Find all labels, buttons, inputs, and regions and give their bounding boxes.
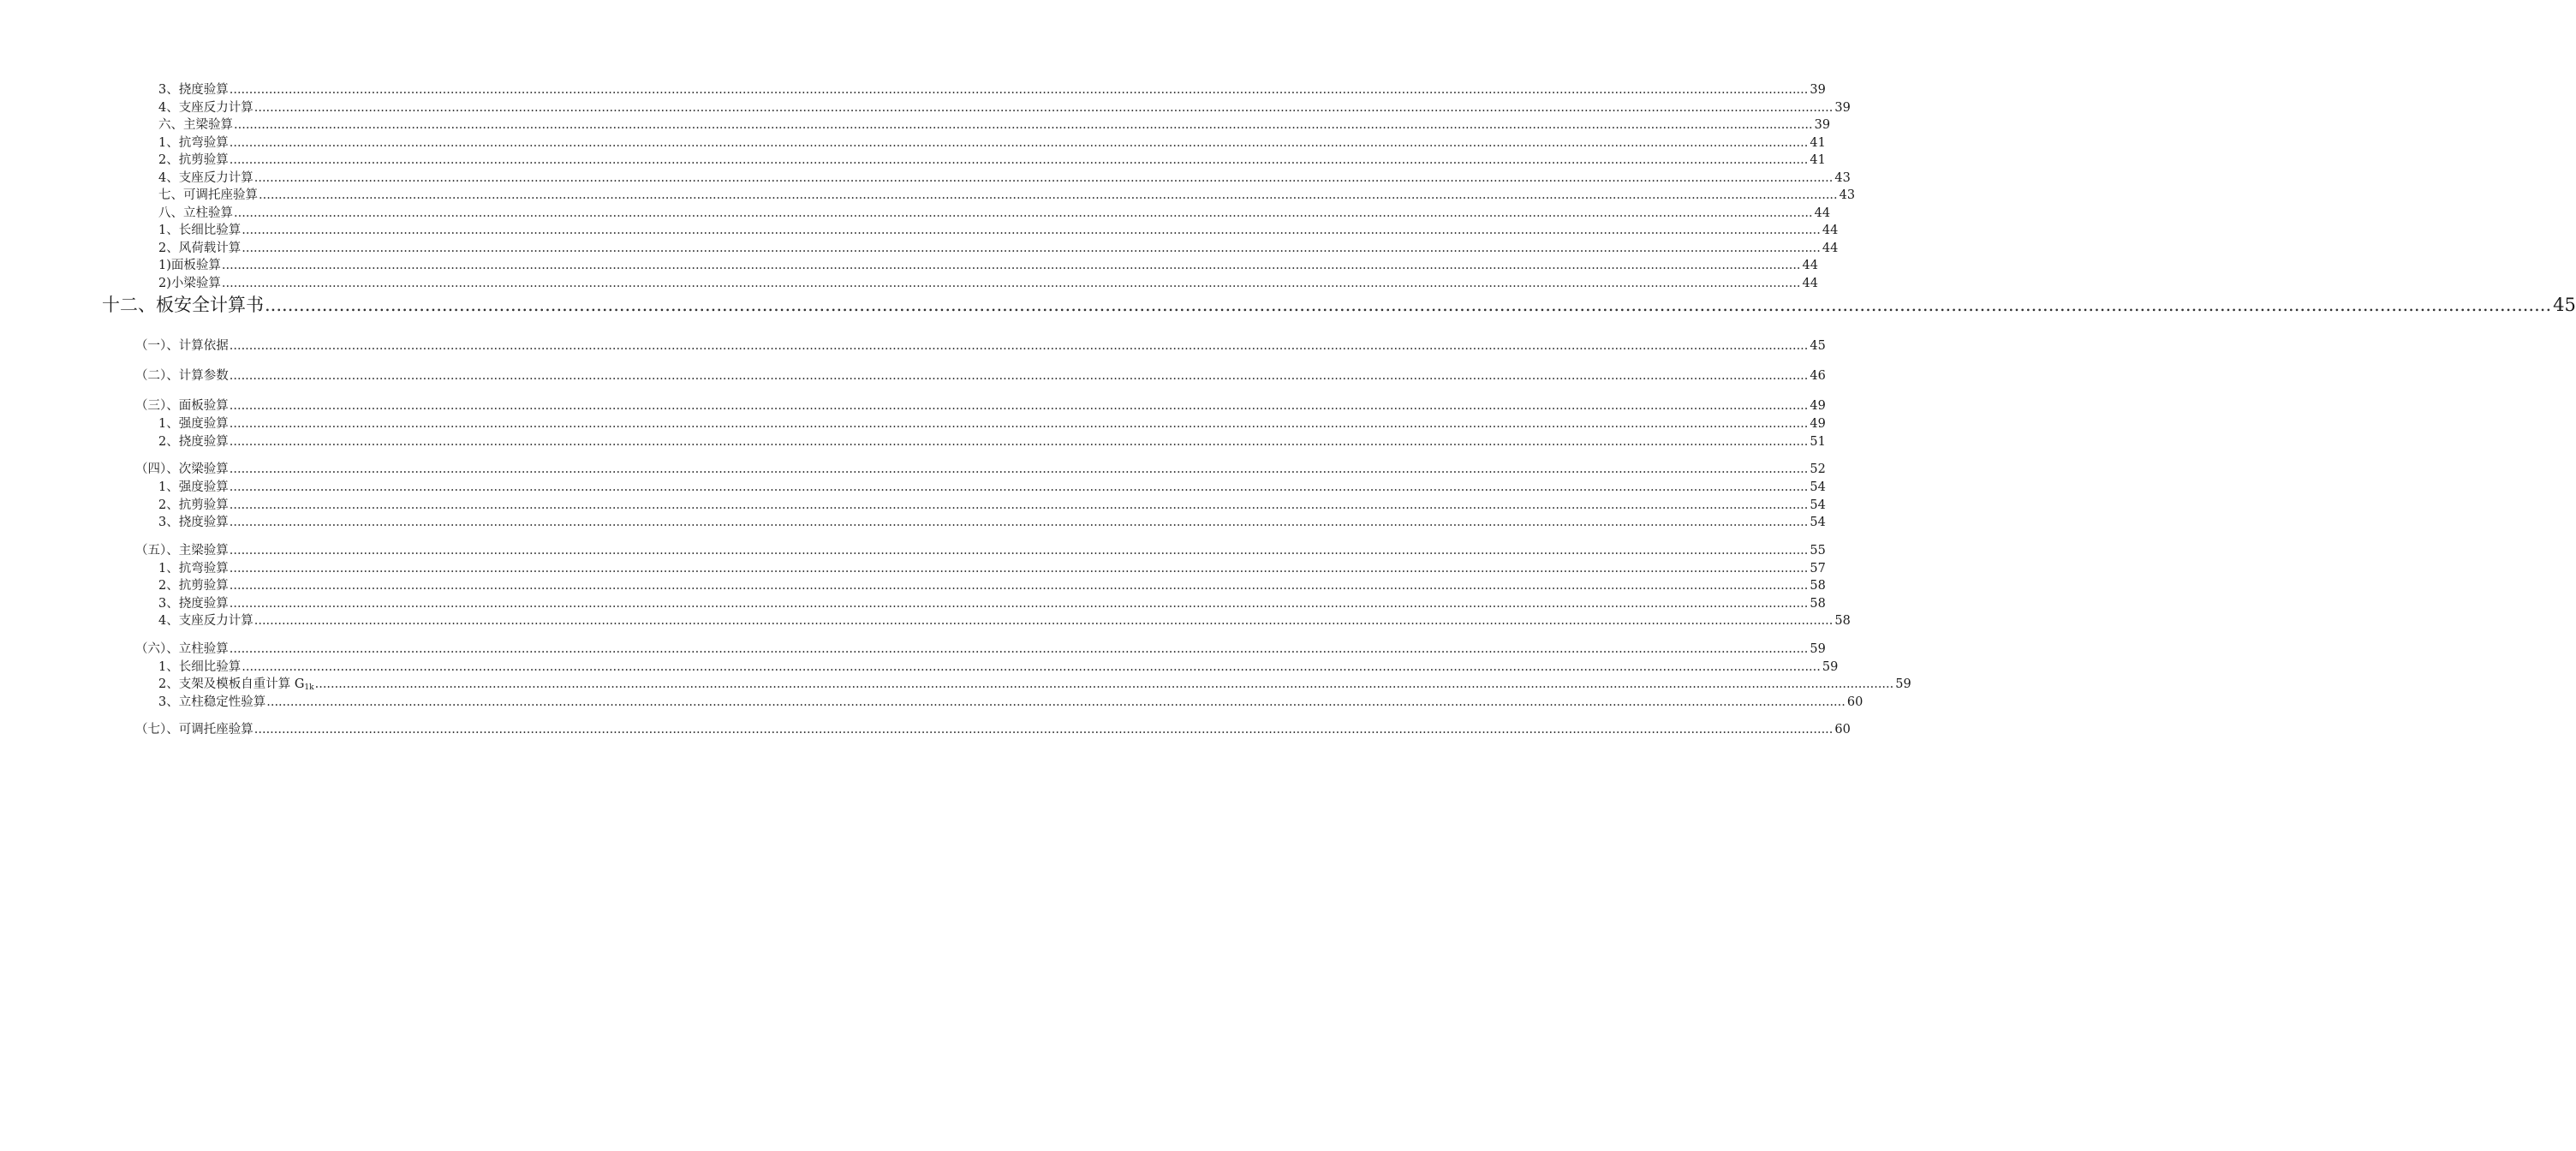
toc-item-label: 七、可调托座验算 bbox=[158, 187, 259, 205]
toc-section-label: （五）、主梁验算 bbox=[135, 541, 230, 560]
toc-item[interactable] bbox=[158, 116, 1831, 134]
toc-item-label: 1、强度验算 bbox=[158, 415, 230, 433]
toc-page-number: 45 bbox=[2551, 292, 2576, 318]
toc-leader: ................................................................................................................................................................................................................................................................................................................................................................................................................ bbox=[229, 480, 1809, 494]
toc-page-number: 39 bbox=[1813, 116, 1830, 134]
toc-page-number: 39 bbox=[1808, 81, 1825, 99]
toc-item[interactable] bbox=[158, 560, 1826, 578]
toc-leader: ................................................................................................................................................................................................................................................................................................................................................................................................................ bbox=[229, 641, 1809, 656]
toc-item[interactable] bbox=[158, 240, 1839, 258]
toc-item-label: 4、支座反力计算 bbox=[158, 612, 254, 630]
toc-page-number: 44 bbox=[1821, 222, 1838, 240]
toc-page-number: 55 bbox=[1808, 541, 1825, 560]
toc-item[interactable] bbox=[158, 99, 1851, 117]
toc-section[interactable] bbox=[135, 337, 1826, 355]
toc-leader: ................................................................................................................................................................................................................................................................................................................................................................................................................ bbox=[242, 224, 1821, 237]
toc-item[interactable] bbox=[158, 415, 1826, 433]
toc-page-number: 43 bbox=[1833, 170, 1850, 188]
toc-item-label: 1、长细比验算 bbox=[158, 222, 242, 240]
toc-item[interactable] bbox=[158, 275, 1818, 293]
toc-leader: ................................................................................................................................................................................................................................................................................................................................................................................................................ bbox=[266, 695, 1846, 709]
toc-item[interactable] bbox=[158, 187, 1856, 205]
toc-leader: ................................................................................................................................................................................................................................................................................................................................................................................................................ bbox=[242, 241, 1821, 255]
toc-item[interactable] bbox=[158, 479, 1826, 497]
toc-item-label: 2、抗剪验算 bbox=[158, 577, 230, 595]
toc-item-label: 3、挠度验算 bbox=[158, 595, 230, 613]
toc-section[interactable] bbox=[135, 460, 1826, 479]
toc-leader: ................................................................................................................................................................................................................................................................................................................................................................................................................ bbox=[229, 339, 1809, 353]
toc-section[interactable] bbox=[135, 397, 1826, 415]
toc-leader: ................................................................................................................................................................................................................................................................................................................................................................................................................ bbox=[259, 188, 1838, 202]
toc-leader: ................................................................................................................................................................................................................................................................................................................................................................................................................ bbox=[242, 659, 1821, 674]
toc-page-number: 39 bbox=[1833, 99, 1850, 117]
toc-item-label-subscript: 1k bbox=[304, 683, 314, 692]
toc-chapter-label: 十二、板安全计算书 bbox=[102, 292, 265, 318]
toc-page-number: 58 bbox=[1808, 577, 1825, 595]
toc-item-label: 1)面板验算 bbox=[158, 257, 222, 275]
toc-section-label: （七）、可调托座验算 bbox=[135, 720, 254, 739]
toc-page-number: 44 bbox=[1813, 205, 1830, 223]
toc-page-number: 41 bbox=[1808, 134, 1825, 152]
toc-section-label: （一）、计算依据 bbox=[135, 337, 230, 355]
toc-item[interactable] bbox=[158, 257, 1818, 275]
toc-page-number: 44 bbox=[1821, 240, 1838, 258]
toc-page-number: 59 bbox=[1893, 676, 1911, 694]
toc-page-number: 60 bbox=[1846, 694, 1863, 712]
toc-section-label: （二）、计算参数 bbox=[135, 367, 230, 385]
toc-page-number: 41 bbox=[1808, 152, 1825, 170]
toc-page-number: 52 bbox=[1808, 460, 1825, 479]
toc-item[interactable] bbox=[158, 612, 1851, 630]
toc-leader: ................................................................................................................................................................................................................................................................................................................................................................................................................ bbox=[221, 259, 1801, 272]
toc-item-label: 2、抗剪验算 bbox=[158, 152, 230, 170]
toc-leader: ................................................................................................................................................................................................................................................................................................................................................................................................................ bbox=[229, 516, 1809, 529]
toc-chapter[interactable] bbox=[102, 292, 2576, 318]
toc-page-number: 54 bbox=[1808, 514, 1825, 532]
toc-leader: ................................................................................................................................................................................................................................................................................................................................................................................................................ bbox=[229, 135, 1809, 150]
toc-item[interactable] bbox=[158, 81, 1826, 99]
toc-item-label: 1、抗弯验算 bbox=[158, 134, 230, 152]
toc-leader: ................................................................................................................................................................................................................................................................................................................................................................................................................ bbox=[253, 614, 1834, 628]
toc-section-label: （六）、立柱验算 bbox=[135, 640, 230, 659]
toc-page-number: 45 bbox=[1808, 337, 1825, 355]
toc-leader: ................................................................................................................................................................................................................................................................................................................................................................................................................ bbox=[314, 677, 1894, 691]
toc-leader: ................................................................................................................................................................................................................................................................................................................................................................................................................ bbox=[229, 369, 1809, 383]
toc-item[interactable] bbox=[158, 134, 1826, 152]
toc-page-number: 44 bbox=[1801, 257, 1818, 275]
toc-leader: ................................................................................................................................................................................................................................................................................................................................................................................................................ bbox=[229, 561, 1809, 576]
toc-section[interactable] bbox=[135, 720, 1851, 739]
toc-item[interactable] bbox=[158, 170, 1851, 188]
toc-page-number: 44 bbox=[1801, 275, 1818, 293]
toc-leader: ................................................................................................................................................................................................................................................................................................................................................................................................................ bbox=[229, 153, 1809, 167]
toc-item[interactable] bbox=[158, 205, 1831, 223]
toc-item[interactable] bbox=[158, 497, 1826, 515]
toc-item[interactable] bbox=[158, 595, 1826, 613]
toc-item-label: 1、强度验算 bbox=[158, 479, 230, 497]
toc-item[interactable] bbox=[158, 433, 1826, 451]
toc-leader: ................................................................................................................................................................................................................................................................................................................................................................................................................ bbox=[229, 83, 1809, 97]
toc-item[interactable] bbox=[158, 659, 1839, 677]
toc-leader: ................................................................................................................................................................................................................................................................................................................................................................................................................ bbox=[234, 206, 1813, 220]
toc-page-number: 54 bbox=[1808, 479, 1825, 497]
toc-item-label: 2)小梁验算 bbox=[158, 275, 222, 293]
toc-leader: ................................................................................................................................................................................................................................................................................................................................................................................................................ bbox=[253, 100, 1834, 115]
toc-leader: ................................................................................................................................................................................................................................................................................................................................................................................................................ bbox=[229, 462, 1809, 476]
toc-page-number: 60 bbox=[1833, 720, 1850, 739]
toc-leader: ................................................................................................................................................................................................................................................................................................................................................................................................................ bbox=[221, 276, 1801, 290]
toc-section[interactable] bbox=[135, 367, 1826, 385]
toc-leader: ................................................................................................................................................................................................................................................................................................................................................................................................................ bbox=[234, 118, 1813, 132]
toc-page-number: 49 bbox=[1808, 415, 1825, 433]
toc-leader: ................................................................................................................................................................................................................................................................................................................................................................................................................ bbox=[253, 170, 1834, 185]
toc-leader: ................................................................................................................................................................................................................................................................................................................................................................................................................ bbox=[229, 596, 1809, 611]
toc-leader: ................................................................................................................................................................................................................................................................................................................................................................................................................ bbox=[229, 543, 1809, 558]
toc-item[interactable] bbox=[158, 152, 1826, 170]
toc-item[interactable] bbox=[158, 676, 1911, 694]
toc-item[interactable] bbox=[158, 222, 1839, 240]
toc-leader: ................................................................................................................................................................................................................................................................................................................................................................................................................ bbox=[253, 723, 1834, 737]
toc-page-number: 49 bbox=[1808, 397, 1825, 415]
toc-item[interactable] bbox=[158, 577, 1826, 595]
toc-leader: ................................................................................................................................................................................................................................................................................................................................................................................................................ bbox=[229, 434, 1809, 449]
toc-section-label: （四）、次梁验算 bbox=[135, 460, 230, 479]
toc-page-number: 58 bbox=[1833, 612, 1850, 630]
toc-item-label-main: 2、支架及模板自重计算 G bbox=[158, 677, 305, 691]
toc-leader: ................................................................................................................................................................................................................................................................................................................................................................................................................ bbox=[229, 498, 1809, 512]
toc-section[interactable] bbox=[135, 541, 1826, 560]
toc-page-number: 59 bbox=[1821, 659, 1838, 677]
toc-item-label: 3、挠度验算 bbox=[158, 81, 230, 99]
toc-item-label: 2、风荷载计算 bbox=[158, 240, 242, 258]
toc-leader: ................................................................................................................................................................................................................................................................................................................................................................................................................ bbox=[265, 295, 2552, 315]
toc-item[interactable] bbox=[158, 514, 1826, 532]
toc-page-number: 46 bbox=[1808, 367, 1825, 385]
toc-section[interactable] bbox=[135, 640, 1826, 659]
toc-leader: ................................................................................................................................................................................................................................................................................................................................................................................................................ bbox=[229, 417, 1809, 431]
toc-item-label: 3、立柱稳定性验算 bbox=[158, 694, 266, 712]
toc-item-label: 2、抗剪验算 bbox=[158, 497, 230, 515]
toc-item-label: 2、挠度验算 bbox=[158, 433, 230, 451]
toc-item-label: 1、抗弯验算 bbox=[158, 560, 230, 578]
toc-page-number: 58 bbox=[1808, 595, 1825, 613]
toc-leader: ................................................................................................................................................................................................................................................................................................................................................................................................................ bbox=[229, 399, 1809, 413]
toc-item-label: 1、长细比验算 bbox=[158, 659, 242, 677]
toc-page-number: 43 bbox=[1838, 187, 1855, 205]
toc-item-label: 八、立柱验算 bbox=[158, 205, 234, 223]
toc-section-label: （三）、面板验算 bbox=[135, 397, 230, 415]
toc-page-number: 59 bbox=[1808, 640, 1825, 659]
toc-item-label: 3、挠度验算 bbox=[158, 514, 230, 532]
table-of-contents bbox=[0, 81, 2576, 739]
toc-item-label: 六、主梁验算 bbox=[158, 116, 234, 134]
toc-item[interactable] bbox=[158, 694, 1863, 712]
toc-page-number: 51 bbox=[1808, 433, 1825, 451]
toc-leader: ................................................................................................................................................................................................................................................................................................................................................................................................................ bbox=[229, 579, 1809, 593]
toc-page-number: 57 bbox=[1808, 560, 1825, 578]
toc-page-number: 54 bbox=[1808, 497, 1825, 515]
toc-item-label: 4、支座反力计算 bbox=[158, 99, 254, 117]
toc-item-label: 4、支座反力计算 bbox=[158, 170, 254, 188]
